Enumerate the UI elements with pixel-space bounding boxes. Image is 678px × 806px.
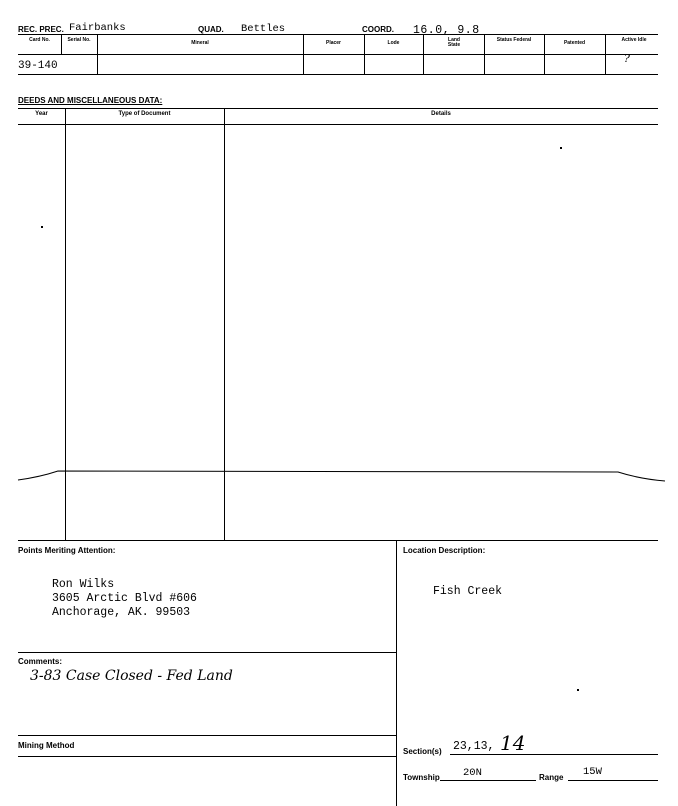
speck	[560, 147, 562, 149]
column-header-rule	[18, 54, 658, 55]
col-divider	[364, 34, 365, 74]
sections-value: 23,13,	[453, 740, 495, 753]
township-label: Township	[403, 773, 440, 782]
col-placer: Placer	[325, 40, 341, 46]
rec-prec-value: Fairbanks	[69, 22, 126, 34]
points-street: 3605 Arctic Blvd #606	[52, 592, 197, 605]
sections-rule	[450, 754, 658, 755]
record-active-mark: ?	[624, 52, 630, 65]
sections-label: Section(s)	[403, 747, 442, 756]
col-card-no: Card No.	[29, 37, 50, 43]
speck	[577, 689, 579, 691]
col-divider	[484, 34, 485, 74]
col-divider	[423, 34, 424, 74]
col-divider	[61, 34, 62, 54]
comments-label: Comments:	[18, 657, 63, 666]
col-status-federal: Status Federal	[496, 37, 532, 43]
range-rule	[568, 780, 658, 781]
col-active-idle: Active Idle	[621, 37, 647, 43]
record-card-no: 39-140	[18, 60, 58, 72]
header-rule	[18, 34, 658, 35]
range-label: Range	[539, 773, 564, 782]
comments-handwritten: 3-83 Case Closed - Fed Land	[30, 668, 233, 684]
rec-prec-label: REC. PREC.	[18, 25, 64, 34]
record-row-rule	[18, 74, 658, 75]
col-serial-no: Serial No.	[67, 37, 91, 43]
deeds-col-year: Year	[35, 111, 48, 117]
col-divider	[97, 34, 98, 74]
col-patented: Patented	[563, 40, 586, 46]
quad-value: Bettles	[241, 23, 286, 35]
col-divider	[303, 34, 304, 74]
coord-label: COORD.	[362, 25, 394, 34]
col-land-state: Land State	[447, 37, 461, 48]
points-label: Points Meriting Attention:	[18, 546, 116, 555]
quad-label: QUAD.	[198, 25, 224, 34]
deeds-col-type: Type of Document	[118, 111, 171, 117]
mining-bottom-rule	[18, 756, 396, 757]
township-rule	[440, 780, 536, 781]
mining-top-rule	[18, 735, 396, 736]
col-divider	[605, 34, 606, 74]
bottom-divider	[396, 540, 397, 806]
sections-handwritten: 14	[500, 731, 526, 755]
deeds-header-rule	[18, 124, 658, 125]
col-mineral: Mineral	[191, 40, 209, 46]
deeds-top-rule	[18, 108, 658, 109]
mining-method-label: Mining Method	[18, 741, 75, 750]
deeds-col-details: Details	[431, 111, 451, 117]
range-value: 15W	[583, 766, 602, 778]
location-label: Location Description:	[403, 546, 486, 555]
location-value: Fish Creek	[433, 585, 503, 598]
speck	[41, 226, 43, 228]
deeds-title: DEEDS AND MISCELLANEOUS DATA:	[18, 96, 163, 105]
township-value: 20N	[463, 767, 482, 779]
points-name: Ron Wilks	[52, 578, 115, 591]
page-join-crease	[0, 462, 678, 492]
deeds-bottom-rule	[18, 540, 658, 541]
coord-value: 16.0, 9.8	[413, 24, 480, 37]
col-lode: Lode	[387, 40, 400, 46]
points-city: Anchorage, AK. 99503	[52, 606, 191, 619]
col-divider	[544, 34, 545, 74]
comments-top-rule	[18, 652, 396, 653]
